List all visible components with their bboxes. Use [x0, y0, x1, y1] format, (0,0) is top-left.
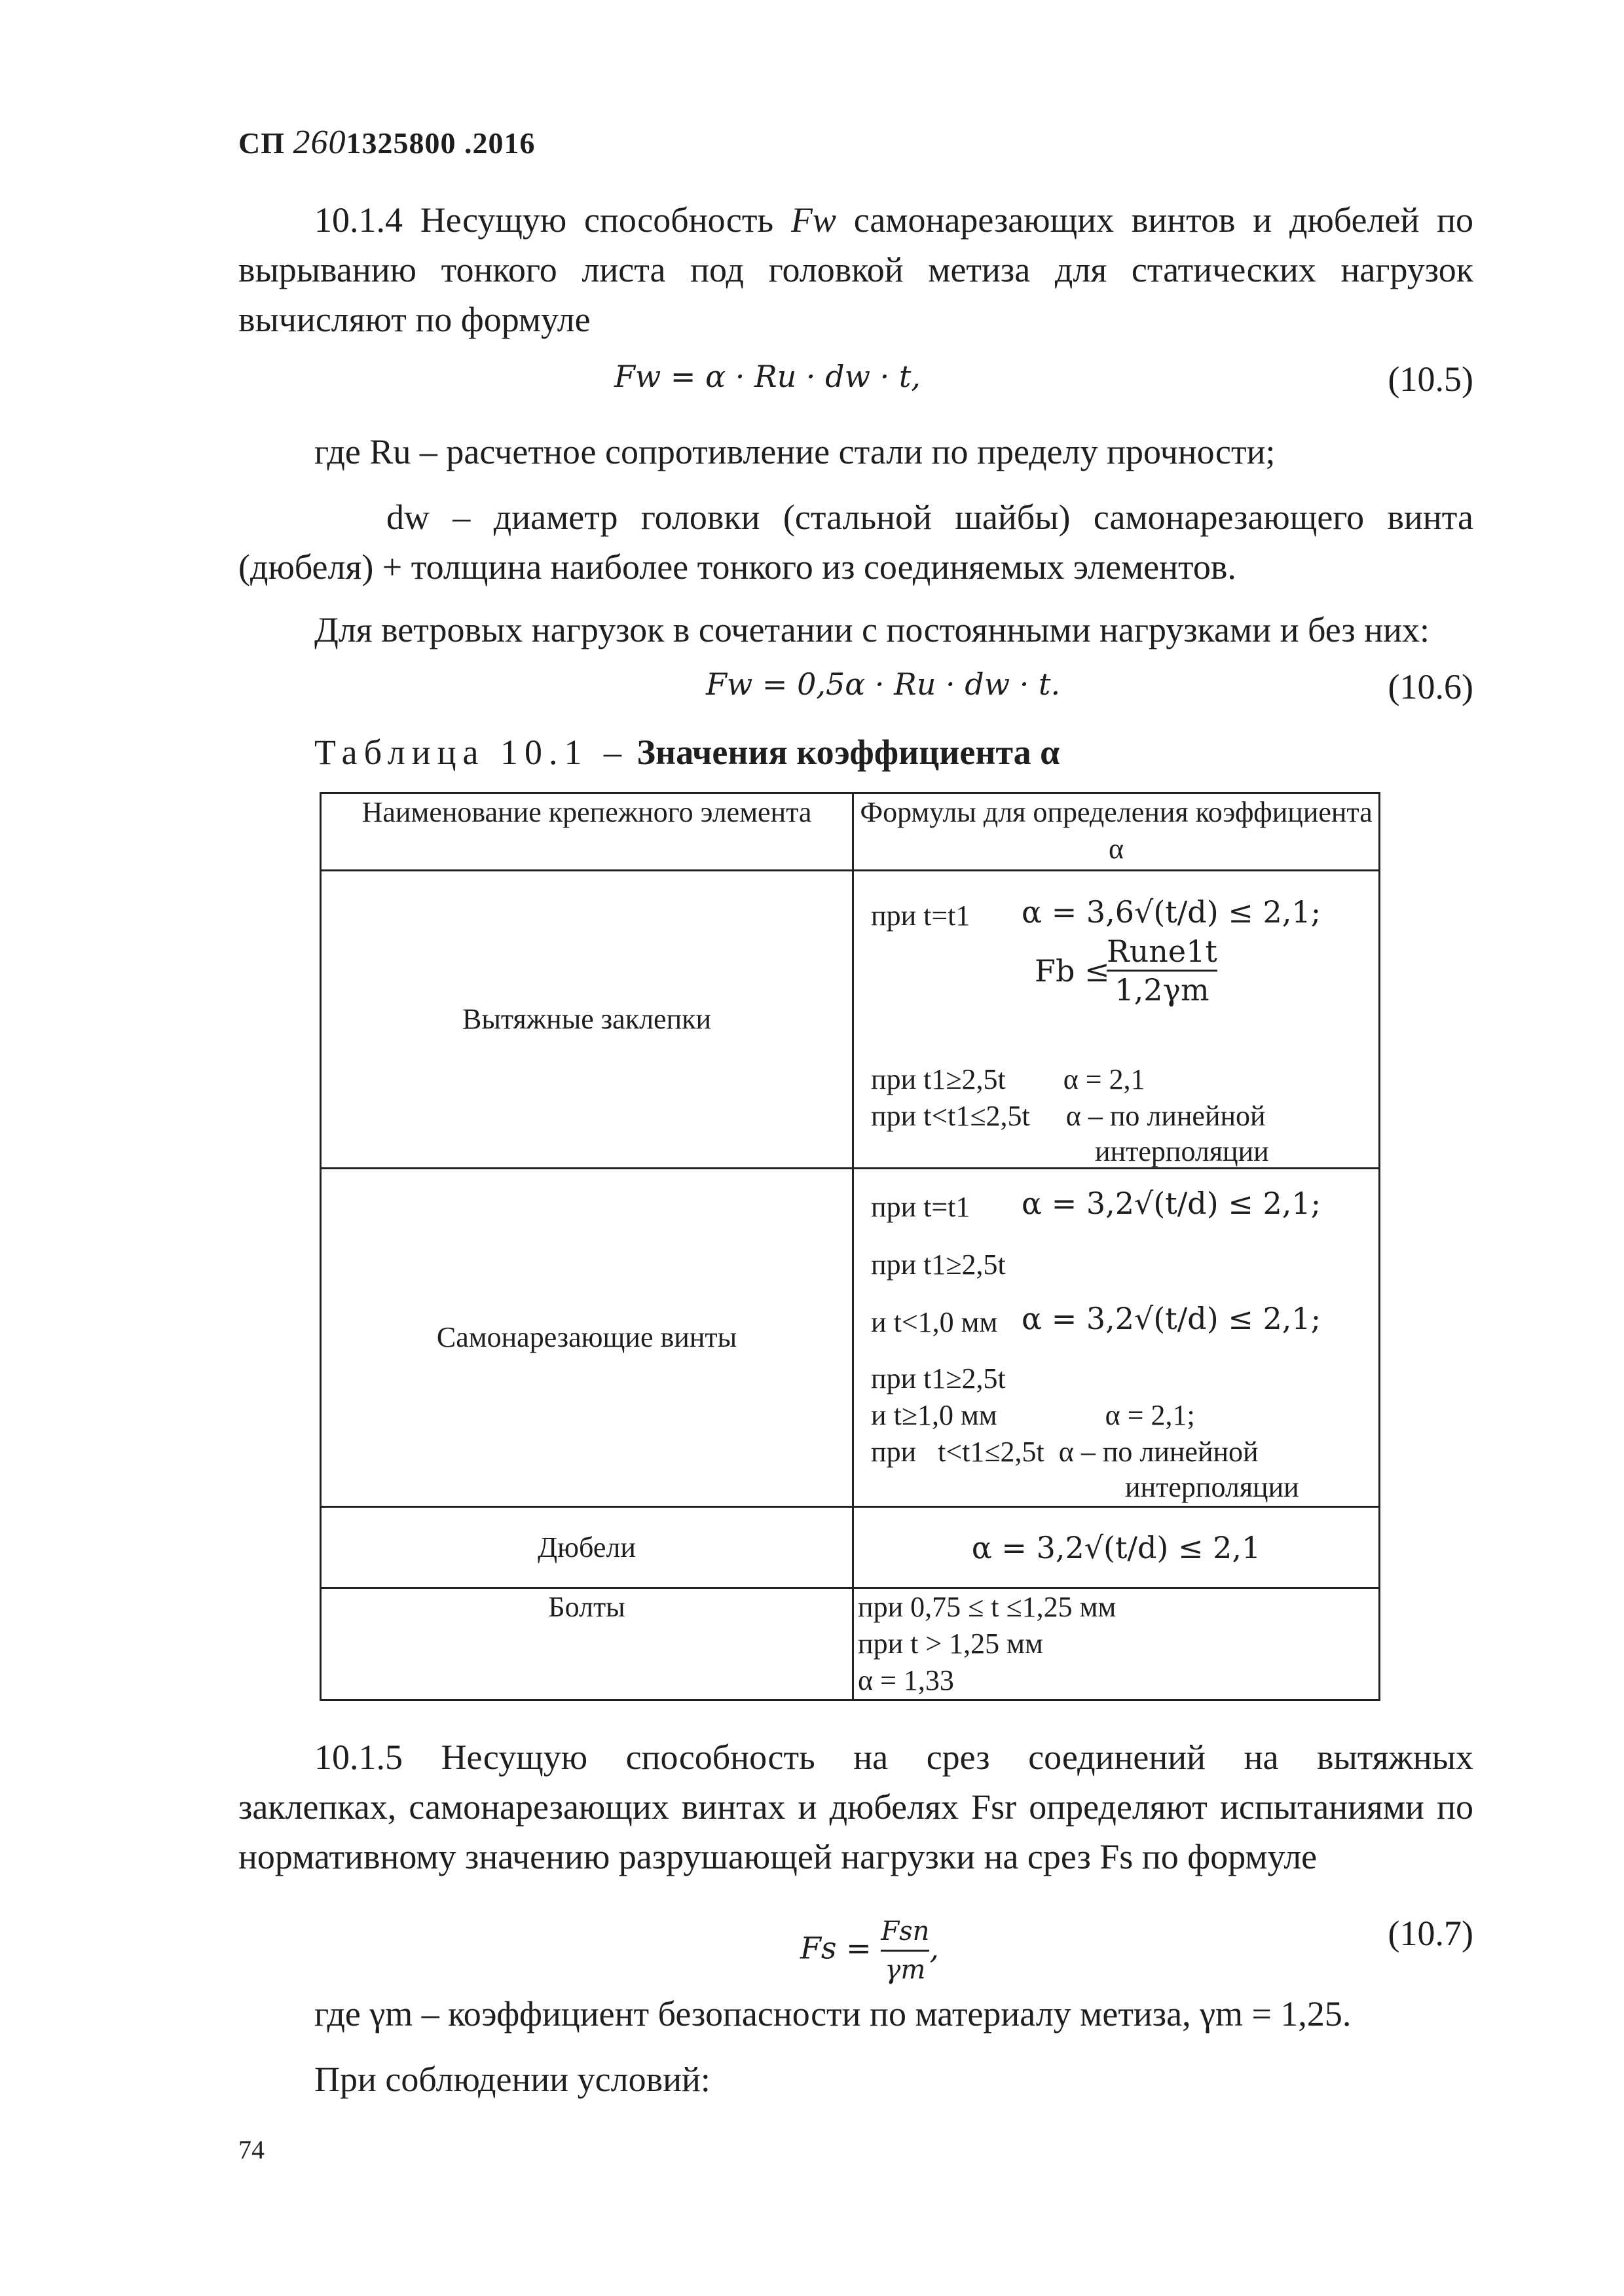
table-row-bolts	[321, 1588, 1380, 1700]
coefficient-table	[320, 792, 1380, 1701]
equation-10-7	[800, 1913, 939, 1988]
paragraph-10-1-5-line1: 10.1.5 Несущую способность на срез соединений на вытяжных	[314, 1738, 1473, 1777]
rivets-formulas	[853, 871, 1380, 1169]
rivets-fb-numerator: Rune1t	[1107, 933, 1217, 972]
table-header-row	[321, 793, 1380, 871]
definition-gamma: где γm – коэффициент безопасности по материалу метиза, γm = 1,25.	[314, 1994, 1352, 2033]
equation-10-5: Fw = α · Ru · dw · t,	[614, 359, 921, 394]
eq107-tail: ,	[929, 1930, 939, 1966]
conditions-text: При соблюдении условий:	[314, 2060, 710, 2099]
table-caption-title: Значения коэффициента α	[637, 733, 1060, 772]
eq107-denominator: γm	[885, 1955, 926, 1985]
eq107-fraction	[881, 1913, 929, 1988]
equation-10-5-number: (10.5)	[1388, 359, 1473, 399]
rivets-cond2: при t1≥2,5t α = 2,1	[871, 1063, 1145, 1095]
screws-cond5: и t≥1,0 мм α = 2,1;	[871, 1399, 1195, 1431]
table-head-col1: Наименование крепежного элемента	[321, 793, 853, 871]
table-row-dowels	[321, 1507, 1380, 1588]
equation-10-6-number: (10.6)	[1388, 667, 1473, 706]
bolts-formulas	[853, 1588, 1380, 1700]
eq107-lhs: Fs =	[800, 1930, 872, 1966]
wind-loads-text: Для ветровых нагрузок в сочетании с постоянными нагрузками и без них:	[314, 610, 1430, 649]
document-header	[238, 123, 536, 162]
table-caption	[314, 732, 1060, 773]
definition-ru: где Ru – расчетное сопротивление стали по пределу прочности;	[314, 432, 1276, 471]
p1014-lead: 10.1.4 Несущую способность	[314, 200, 774, 240]
screws-interpolation: интерполяции	[1125, 1471, 1299, 1503]
screws-formula2: α = 3,2√(t/d) ≤ 2,1;	[1022, 1301, 1321, 1336]
header-prefix: СП	[238, 126, 285, 160]
paragraph-10-1-5-line2: заклепках, самонарезающих винтах и дюбелях Fsr определяют испытаниями по	[238, 1787, 1473, 1827]
header-handwritten-number: 260	[293, 124, 346, 161]
bolts-name: Болты	[321, 1588, 853, 1700]
page-number: 74	[238, 2135, 265, 2164]
rivets-formula1: α = 3,6√(t/d) ≤ 2,1;	[1022, 894, 1321, 930]
header-suffix: 1325800 .2016	[346, 126, 536, 160]
bolts-cond1: при 0,75 ≤ t ≤1,25 мм	[858, 1591, 1116, 1623]
bolts-alpha: α = 1,33	[858, 1664, 954, 1696]
dowels-name: Дюбели	[321, 1507, 853, 1588]
table-caption-label: Таблица 10.1 –	[314, 733, 628, 772]
screws-formula1: α = 3,2√(t/d) ≤ 2,1;	[1022, 1186, 1321, 1221]
rivets-fb-fraction	[1107, 933, 1217, 1008]
rivets-cond3: при t<t1≤2,5t α – по линейной	[871, 1100, 1266, 1132]
definition-dw-line1: dw – диаметр головки (стальной шайбы) самонарезающего винта	[386, 498, 1473, 537]
screws-cond6: при t<t1≤2,5t α – по линейной	[871, 1436, 1259, 1468]
screws-formulas	[853, 1169, 1380, 1507]
rivets-interpolation: интерполяции	[1095, 1135, 1269, 1167]
rivets-fb-lhs: Fb ≤	[1035, 953, 1110, 989]
screws-name: Самонарезающие винты	[321, 1169, 853, 1507]
table-row-screws	[321, 1169, 1380, 1507]
table-row-rivets	[321, 871, 1380, 1169]
equation-10-6: Fw = 0,5α · Ru · dw · t.	[706, 666, 1061, 702]
bolts-cond2: при t > 1,25 мм	[858, 1628, 1043, 1660]
eq107-numerator: Fsn	[881, 1913, 929, 1952]
paragraph-10-1-5-line3: нормативному значению разрушающей нагрузки на срез Fs по формуле	[238, 1837, 1318, 1876]
paragraph-10-1-4	[238, 195, 1473, 344]
definition-dw-line2: (дюбеля) + толщина наиболее тонкого из соединяемых элементов.	[238, 547, 1236, 587]
screws-cond1: при t=t1	[871, 1191, 970, 1223]
equation-10-7-number: (10.7)	[1388, 1914, 1473, 1953]
screws-cond3: и t<1,0 мм	[871, 1306, 998, 1338]
screws-cond2: при t1≥2,5t	[871, 1248, 1006, 1281]
rivets-fb-denominator: 1,2γm	[1115, 972, 1209, 1008]
rivets-cond1: при t=t1	[871, 900, 970, 932]
screws-cond4: при t1≥2,5t	[871, 1362, 1006, 1394]
p1014-rest: самонарезающих винтов и дюбелей по вырыванию тонкого листа под головкой метиза для статических нагрузок вычисляют по формуле	[238, 200, 1474, 339]
dowels-formula: α = 3,2√(t/d) ≤ 2,1	[853, 1507, 1380, 1588]
p1014-var: Fw	[790, 200, 836, 240]
table-head-col2: Формулы для определения коэффициента α	[853, 793, 1380, 871]
rivets-name: Вытяжные заклепки	[321, 871, 853, 1169]
